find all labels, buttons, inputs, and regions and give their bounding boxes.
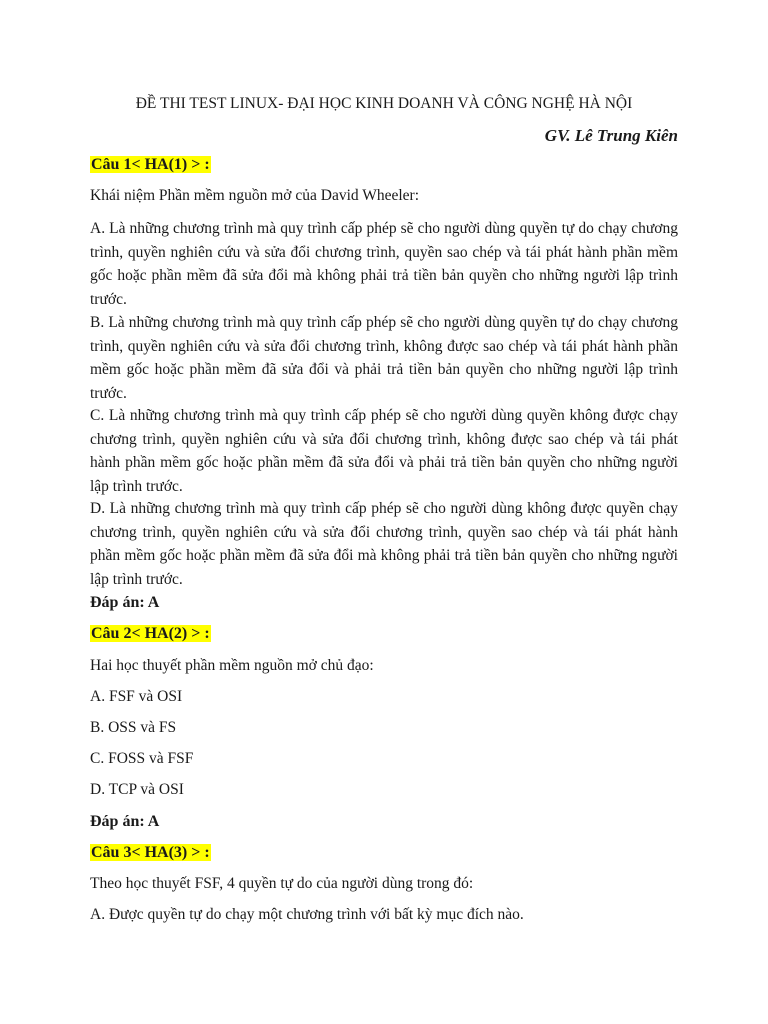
- question-3-option-a: A. Được quyền tự do chạy một chương trình với bất kỳ mục đích nào.: [90, 906, 524, 923]
- author-line: GV. Lê Trung Kiên: [544, 126, 678, 145]
- question-2-answer: Đáp án: A: [90, 813, 160, 830]
- question-1-heading: Câu 1< HA(1) > :: [91, 156, 210, 173]
- question-2-prompt: Hai học thuyết phần mềm nguồn mở chủ đạo:: [90, 657, 374, 674]
- question-3-prompt: Theo học thuyết FSF, 4 quyền tự do của người dùng trong đó:: [90, 875, 474, 892]
- document-title: ĐỀ THI TEST LINUX- ĐẠI HỌC KINH DOANH VÀ CÔNG NGHỆ HÀ NỘI: [135, 95, 633, 112]
- question-2-option-b: B. OSS và FS: [90, 719, 177, 736]
- question-1-answer: Đáp án: A: [90, 594, 160, 611]
- question-1-option-d: D. Là những chương trình mà quy trình cấp phép sẽ cho người dùng không được quyền chạy chương trình, quyền nghiên cứu và sửa đổi chương trình, quyền sao chép và tái phát hành phần mềm gốc hoặc phần mềm đã sửa đổi mà không phải trả tiền bản quyền cho những người lập trình trước.: [90, 500, 678, 588]
- question-1-option-b: B. Là những chương trình mà quy trình cấp phép sẽ cho người dùng quyền tự do chạy chương trình, quyền nghiên cứu và sửa đổi chương trình, không được sao chép và tái phát hành phần mềm gốc hoặc phần mềm đã sửa đổi và phải trả tiền bản quyền cho những người lập trình trước.: [90, 314, 678, 402]
- question-2-option-c: C. FOSS và FSF: [90, 750, 194, 767]
- question-1-option-a: A. Là những chương trình mà quy trình cấp phép sẽ cho người dùng quyền tự do chạy chương trình, quyền nghiên cứu và sửa đổi chương trình, quyền sao chép và tái phát hành phần mềm gốc hoặc phần mềm đã sửa đổi mà không phải trả tiền bản quyền cho những người lập trình trước.: [90, 220, 678, 308]
- question-2-option-d: D. TCP và OSI: [90, 781, 184, 798]
- question-2-option-a: A. FSF và OSI: [90, 688, 183, 705]
- question-2-heading: Câu 2< HA(2) > :: [91, 625, 210, 642]
- question-3-heading: Câu 3< HA(3) > :: [91, 844, 210, 861]
- question-1-prompt: Khái niệm Phần mềm nguồn mở của David Wheeler:: [90, 187, 420, 204]
- question-1-option-c: C. Là những chương trình mà quy trình cấp phép sẽ cho người dùng quyền không được chạy chương trình, quyền nghiên cứu và sửa đổi chương trình, không được sao chép và tái phát hành phần mềm gốc hoặc phần mềm đã sửa đổi và phải trả tiền bản quyền cho những người lập trình trước.: [90, 407, 678, 495]
